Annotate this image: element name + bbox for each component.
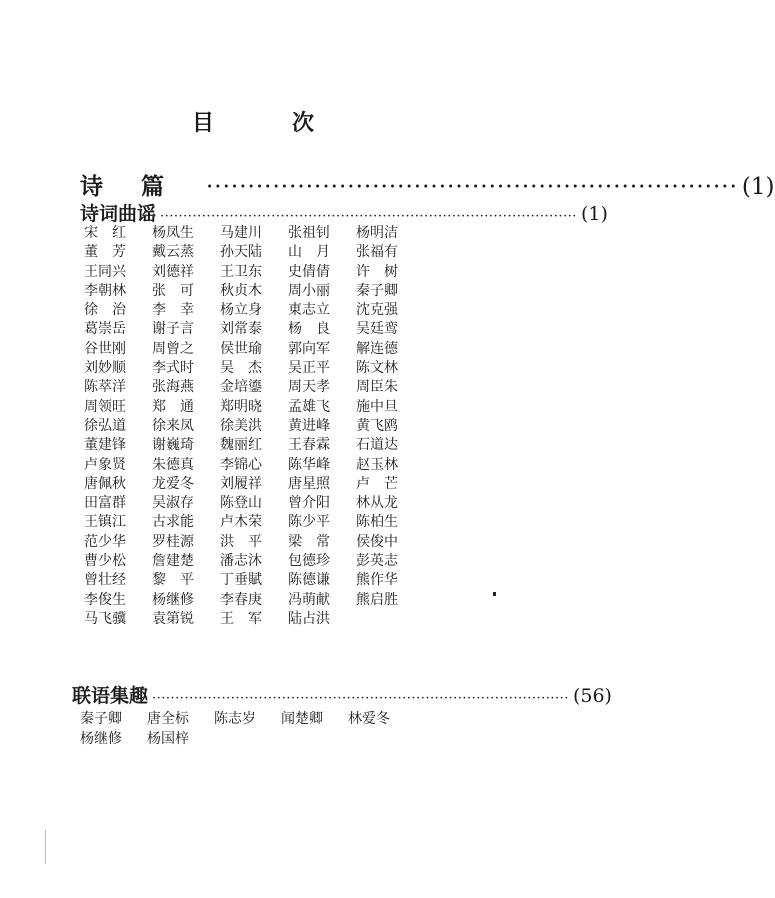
author-name: 赵玉林 — [356, 456, 398, 473]
author-name: 曹少松 — [84, 553, 126, 570]
author-name: 张福有 — [356, 244, 398, 261]
author-name: 刘德祥 — [152, 263, 194, 280]
author-name: 杨凤生 — [152, 225, 194, 241]
toc-entry-label: 诗词曲谣 — [80, 203, 157, 225]
author-name: 陈德谦 — [288, 572, 330, 589]
author-name: 戴云蒸 — [152, 244, 194, 261]
author-name: 卢 芒 — [356, 475, 398, 492]
author-name: 董 芳 — [84, 244, 126, 261]
toc-leader-dots: ·························································································· — [152, 691, 569, 706]
author-name: 徐弘道 — [84, 417, 126, 434]
author-name: 董建锋 — [84, 437, 126, 454]
author-name: 朱德真 — [152, 456, 194, 473]
author-name: 罗桂源 — [152, 533, 194, 550]
scan-speck — [493, 592, 496, 596]
scan-edge-line — [45, 830, 46, 864]
author-name: 王 军 — [220, 610, 262, 627]
author-name: 徐 治 — [84, 302, 126, 319]
author-list-shici — [84, 224, 424, 629]
author-name: 黎 平 — [152, 572, 194, 589]
author-name: 石道达 — [356, 437, 398, 454]
author-name: 郭向军 — [288, 340, 330, 357]
author-name: 冯萌献 — [288, 591, 330, 608]
author-name: 詹建楚 — [152, 553, 194, 570]
author-name: 陈少平 — [288, 514, 330, 531]
author-name: 施中旦 — [356, 398, 398, 415]
author-name: 谢巍琦 — [152, 437, 194, 454]
author-name: 王同兴 — [84, 263, 126, 280]
author-name: 東志立 — [288, 302, 330, 319]
author-name: 周曾之 — [152, 340, 194, 357]
author-name: 卢象贤 — [84, 456, 126, 473]
author-name: 刘常泰 — [220, 321, 262, 338]
author-name: 曾介阳 — [288, 495, 330, 512]
toc-leader-dots: ·························································································· — [160, 209, 577, 224]
author-name: 山 月 — [288, 244, 330, 261]
author-list-lianyu — [80, 709, 420, 749]
author-name: 李锦心 — [220, 456, 262, 473]
author-name: 郑明晓 — [220, 398, 262, 415]
author-name: 谷世刚 — [84, 340, 126, 357]
author-name: 彭英志 — [356, 553, 398, 570]
author-name: 马建川 — [220, 225, 262, 241]
author-name: 张海燕 — [152, 379, 194, 396]
author-name: 张 可 — [152, 282, 194, 299]
author-name: 陈华峰 — [288, 456, 330, 473]
author-name: 龙爱冬 — [152, 475, 194, 492]
author-name: 范少华 — [84, 533, 126, 550]
author-name: 唐佩秋 — [84, 475, 126, 492]
author-name: 林爱冬 — [348, 711, 390, 727]
author-name: 李俊生 — [84, 591, 126, 608]
author-name: 潘志沐 — [220, 553, 262, 570]
author-name: 陈萃洋 — [84, 379, 126, 396]
author-name: 金培鎏 — [220, 379, 262, 396]
author-name: 秦子卿 — [356, 282, 398, 299]
author-name: 陈柏生 — [356, 514, 398, 531]
author-name: 解连德 — [356, 340, 398, 357]
author-name: 李春庚 — [220, 591, 262, 608]
author-name: 杨 良 — [288, 321, 330, 338]
author-name: 侯俊中 — [356, 533, 398, 550]
author-name: 刘履祥 — [220, 475, 262, 492]
author-name: 丁垂賦 — [220, 572, 262, 589]
author-name: 沈克强 — [356, 302, 398, 319]
author-name: 李 幸 — [152, 302, 194, 319]
author-name: 刘妙顺 — [84, 360, 126, 377]
author-name: 卢木荣 — [220, 514, 262, 531]
author-name: 吴正平 — [288, 360, 330, 377]
author-name: 曾壮经 — [84, 572, 126, 589]
author-name: 许 树 — [356, 263, 398, 280]
toc-leader-dots: ································································ — [206, 174, 738, 200]
author-name: 唐星照 — [288, 475, 330, 492]
author-name: 古求能 — [152, 514, 194, 531]
author-name: 谢子言 — [152, 321, 194, 338]
toc-entry-label: 联语集趣 — [72, 685, 149, 707]
author-name: 洪 平 — [220, 533, 262, 550]
toc-entry-poems — [80, 168, 775, 201]
author-name: 吴廷鸾 — [356, 321, 398, 338]
toc-entry-lianyu — [72, 681, 612, 708]
author-name: 葛崇岳 — [84, 321, 126, 338]
author-name: 周小丽 — [288, 282, 330, 299]
author-name: 闻楚卿 — [281, 711, 323, 727]
author-name: 黄进峰 — [288, 417, 330, 434]
author-name: 陈志岁 — [214, 711, 256, 727]
author-name: 徐来凤 — [152, 417, 194, 434]
author-name: 杨立身 — [220, 302, 262, 319]
author-name: 徐美洪 — [220, 417, 262, 434]
author-name: 杨继修 — [80, 731, 122, 747]
author-name: 马飞骥 — [84, 610, 126, 627]
toc-entry-shici — [80, 199, 608, 226]
author-name: 张祖钊 — [288, 225, 330, 241]
toc-entry-page: (56) — [572, 685, 612, 707]
author-name: 魏丽红 — [220, 437, 262, 454]
author-name: 陈文林 — [356, 360, 398, 377]
author-name: 唐全标 — [147, 711, 189, 727]
author-name: 黄飞鸥 — [356, 417, 398, 434]
author-name: 周领旺 — [84, 398, 126, 415]
author-name: 杨继修 — [152, 591, 194, 608]
author-name: 吴 杰 — [220, 360, 262, 377]
author-name: 熊作华 — [356, 572, 398, 589]
author-name: 李式时 — [152, 360, 194, 377]
author-name: 秋贞木 — [220, 282, 262, 299]
author-name: 熊启胜 — [356, 591, 398, 608]
author-name: 孟雄飞 — [288, 398, 330, 415]
author-name: 包德珍 — [288, 553, 330, 570]
author-name: 陆占洪 — [288, 610, 330, 627]
author-name: 田富群 — [84, 495, 126, 512]
toc-entry-label: 诗篇 — [80, 173, 202, 200]
author-name: 郑 通 — [152, 398, 194, 415]
author-name: 周天孝 — [288, 379, 330, 396]
author-name: 侯世瑜 — [220, 340, 262, 357]
author-name: 宋 红 — [84, 225, 126, 241]
author-name: 杨国梓 — [147, 731, 189, 747]
author-name: 王春霖 — [288, 437, 330, 454]
author-name: 周臣朱 — [356, 379, 398, 396]
author-name: 梁 常 — [288, 533, 330, 550]
author-name: 孙天陆 — [220, 244, 262, 261]
author-name: 袁第锐 — [152, 610, 194, 627]
toc-entry-page: (1) — [741, 174, 775, 200]
author-name: 吴淑存 — [152, 495, 194, 512]
author-name: 王镇江 — [84, 514, 126, 531]
author-name: 杨明洁 — [356, 225, 398, 241]
page-title: 目 次 — [191, 110, 342, 136]
toc-entry-page: (1) — [580, 203, 608, 225]
author-name: 陈登山 — [220, 495, 262, 512]
author-name: 秦子卿 — [80, 711, 122, 727]
author-name: 林从龙 — [356, 495, 398, 512]
author-name: 王卫东 — [220, 263, 262, 280]
author-name: 史倩倩 — [288, 263, 330, 280]
author-name: 李朝林 — [84, 282, 126, 299]
